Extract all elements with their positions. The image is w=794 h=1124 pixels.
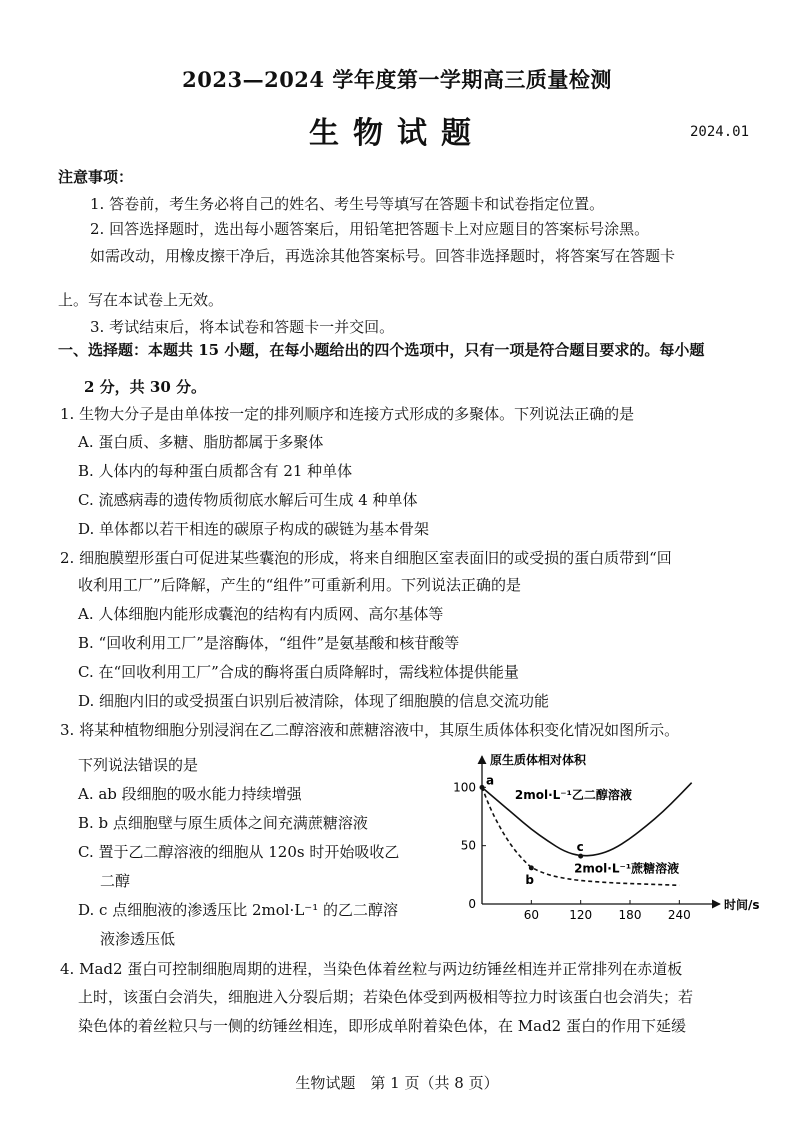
exam-date: 2024.01 xyxy=(690,124,750,140)
y-tick-label: 50 xyxy=(460,838,476,853)
question-3-option-a: A. ab 段细胞的吸水能力持续增强 xyxy=(78,785,302,803)
x-tick-label: 180 xyxy=(618,908,642,922)
section-heading-cont: 2 分，共 30 分。 xyxy=(84,378,206,396)
point-label-c: c xyxy=(576,840,584,855)
question-2-option-d: D. 细胞内旧的或受损蛋白识别后被清除，体现了细胞膜的信息交流功能 xyxy=(78,692,550,710)
question-1-option-b: B. 人体内的每种蛋白质都含有 21 种单体 xyxy=(78,462,353,480)
point-c xyxy=(578,854,583,859)
exam-title: 2023—2024 学年度第一学期高三质量检测 xyxy=(182,67,612,92)
question-2-stem-cont: 收利用工厂”后降解，产生的“组件”可重新利用。下列说法正确的是 xyxy=(78,576,522,594)
page-footer: 生物试题 第 1 页（共 8 页） xyxy=(295,1074,499,1092)
question-4-line-3: 染色体的着丝粒只与一侧的纺锤丝相连，即形成单附着染色体，在 Mad2 蛋白的作用下延缓 xyxy=(78,1017,686,1035)
series-label-ethylene-glycol: 2mol·L⁻¹乙二醇溶液 xyxy=(514,788,632,802)
question-3-option-c: C. 置于乙二醇溶液的细胞从 120s 时开始吸收乙 xyxy=(78,843,400,861)
y-axis-label: 原生质体相对体积 xyxy=(490,753,587,767)
question-1-stem: 1. 生物大分子是由单体按一定的排列顺序和连接方式形成的多聚体。下列说法正确的是 xyxy=(60,405,635,423)
x-tick-label: 60 xyxy=(523,908,539,922)
note-item: 上。写在本试卷上无效。 xyxy=(58,291,224,309)
point-a xyxy=(480,785,485,790)
question-2-option-c: C. 在“回收利用工厂”合成的酶将蛋白质降解时，需线粒体提供能量 xyxy=(78,663,519,681)
x-tick-label: 120 xyxy=(569,908,593,922)
question-3-option-c-cont: 二醇 xyxy=(100,872,131,890)
point-label-b: b xyxy=(525,872,534,887)
question-1-option-a: A. 蛋白质、多糖、脂肪都属于多聚体 xyxy=(78,433,324,451)
question-3-option-b: B. b 点细胞壁与原生质体之间充满蔗糖溶液 xyxy=(78,814,368,832)
note-item: 如需改动，用橡皮擦干净后，再选涂其他答案标号。回答非选择题时，将答案写在答题卡 xyxy=(90,247,676,265)
question-3-option-d-cont: 液渗透压低 xyxy=(100,930,176,948)
question-3-stem-cont: 下列说法错误的是 xyxy=(78,756,199,774)
note-item: 3. 考试结束后，将本试卷和答题卡一并交回。 xyxy=(90,318,395,336)
y-tick-label: 0 xyxy=(468,897,476,911)
question-1-option-d: D. 单体都以若干相连的碳原子构成的碳链为基本骨架 xyxy=(78,520,430,538)
point-label-a: a xyxy=(486,773,495,788)
question-3-option-d: D. c 点细胞液的渗透压比 2mol·L⁻¹ 的乙二醇溶 xyxy=(78,901,398,919)
series-label-sucrose: 2mol·L⁻¹蔗糖溶液 xyxy=(574,861,680,876)
x-tick-label: 240 xyxy=(667,908,691,922)
notes-heading: 注意事项： xyxy=(58,168,134,186)
question-2-option-b: B. “回收利用工厂”是溶酶体，“组件”是氨基酸和核苷酸等 xyxy=(78,634,460,652)
question-4-line-2: 上时，该蛋白会消失，细胞进入分裂后期；若染色体受到两极相等拉力时该蛋白也会消失；若 xyxy=(78,988,694,1006)
point-b xyxy=(529,865,534,870)
section-heading: 一、选择题：本题共 15 小题，在每小题给出的四个选项中，只有一项是符合题目要求的。每小题 xyxy=(58,341,705,359)
protoplast-volume-chart xyxy=(440,750,760,925)
question-1-option-c: C. 流感病毒的遗传物质彻底水解后可生成 4 种单体 xyxy=(78,491,418,509)
question-2-stem: 2. 细胞膜塑形蛋白可促进某些囊泡的形成，将来自细胞区室表面旧的或受损的蛋白质带到“回 xyxy=(60,549,672,567)
note-item: 2. 回答选择题时，选出每小题答案后，用铅笔把答题卡上对应题目的答案标号涂黑。 xyxy=(90,220,650,238)
note-item: 1. 答卷前，考生务必将自己的姓名、考生号等填写在答题卡和试卷指定位置。 xyxy=(90,195,605,213)
x-axis-label: 时间/s xyxy=(724,898,760,912)
y-tick-label: 100 xyxy=(453,780,476,795)
question-4-line-1: 4. Mad2 蛋白可控制细胞周期的进程，当染色体着丝粒与两边纺锤丝相连并正常排列在赤道板 xyxy=(60,960,683,978)
question-2-option-a: A. 人体细胞内能形成囊泡的结构有内质网、高尔基体等 xyxy=(78,605,444,623)
subject-title: 生物试题 xyxy=(309,116,485,151)
question-3-stem: 3. 将某种植物细胞分别浸润在乙二醇溶液和蔗糖溶液中，其原生质体体积变化情况如图所示。 xyxy=(60,721,680,739)
